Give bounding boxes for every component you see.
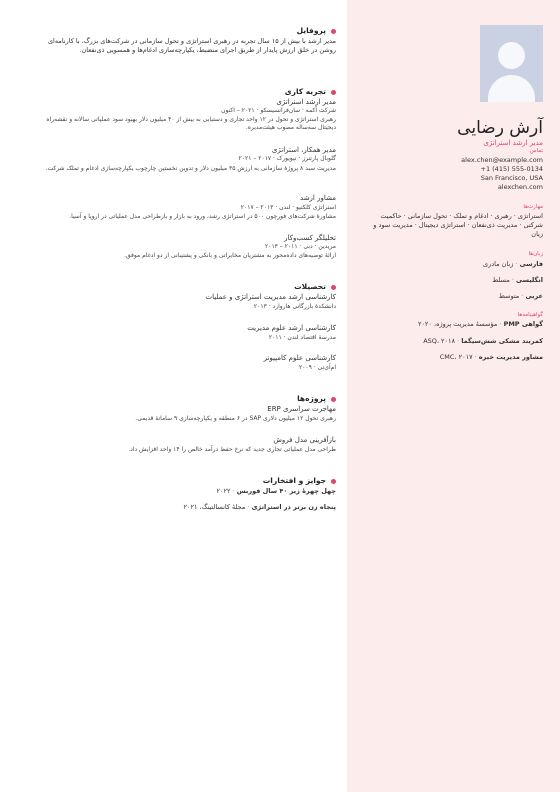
contact-heading: تماس: [529, 148, 543, 154]
project-description: طراحی مدل عملیاتی تجاری جدید که نرخ حفظ درآمد خالص را ۱۴ واحد افزایش داد.: [128, 446, 336, 453]
person-role: مدیر ارشد استراتژی: [483, 139, 543, 147]
award-item: پنجاه زن برتر در استراتژی · مجلهٔ کانسالتینگ، ۲۰۲۱: [183, 503, 336, 511]
job-title: مشاور ارشد: [300, 194, 336, 202]
language-name: عربی: [525, 292, 543, 300]
job-description: مشاورهٔ شرکت‌های فورچون ۵۰۰ در استراتژی رشد، ورود به بازار و بازطراحی مدل عملیاتی در اروپا و آسیا.: [69, 213, 336, 220]
cert-name: کمربند مشکی شش‌سیگما: [461, 337, 543, 345]
language-item: انگلیسی · مسلط: [492, 276, 543, 284]
contact-location: San Francisco, USA: [480, 174, 543, 182]
degree-title: کارشناسی علوم کامپیوتر: [263, 354, 336, 362]
awards-heading: جوایز و افتخارات: [30, 476, 336, 485]
certs-heading: گواهینامه‌ها: [517, 312, 543, 318]
job-meta: شرکت آکمه · سان‌فرانسیسکو · ۲۰۲۱ – اکنون: [221, 107, 336, 114]
cert-item: گواهی PMP · مؤسسهٔ مدیریت پروژه، ۲۰۲۰: [417, 320, 543, 328]
project-description: رهبری تحول ۱۲ میلیون دلاری SAP در ۶ منطقه و یکپارچه‌سازی ۹ سامانهٔ قدیمی.: [135, 415, 336, 422]
job-title: مدیر همکار، استراتژی: [271, 146, 336, 154]
degree-school: دانشکدهٔ بازرگانی هاروارد · ۲۰۱۳: [253, 303, 336, 310]
profile-text: مدیر ارشد با بیش از ۱۵ سال تجربه در رهبری استراتژی و تحول سازمانی در شرکت‌های بزرگ، با کارنامه‌ای روشن در خلق ارزش پایدار از طریق اجرای منضبط، یکپارچه‌سازی ادغام‌ها و همسویی ذی‌نفعان.: [47, 37, 336, 54]
bullet-dot-icon: [331, 397, 336, 402]
languages-heading: زبان‌ها: [528, 251, 543, 257]
language-item: عربی · متوسط: [498, 292, 543, 300]
cert-name: گواهی PMP: [503, 320, 543, 328]
cert-item: مشاور مدیریت خبره · CMC، ۲۰۱۷: [439, 353, 543, 361]
language-level: مسلط: [492, 276, 510, 284]
education-heading: تحصیلات: [30, 282, 336, 291]
bullet-dot-icon: [331, 479, 336, 484]
job-description: ارائهٔ توصیه‌های داده‌محور به مشتریان مخابراتی و بانکی و پشتیبانی از دو ادغام موفق.: [124, 252, 336, 259]
bullet-dot-icon: [331, 90, 336, 95]
contact-email[interactable]: alex.chen@example.com: [461, 156, 543, 164]
contact-phone: +1 (415) 555-0134: [480, 165, 543, 173]
experience-heading: تجربه کاری: [30, 87, 336, 96]
cert-detail: مؤسسهٔ مدیریت پروژه، ۲۰۲۰: [417, 320, 498, 328]
award-year: مجلهٔ کانسالتینگ، ۲۰۲۱: [183, 503, 246, 511]
contact-website[interactable]: alexchen.com: [497, 183, 543, 191]
avatar-body-icon: [488, 75, 535, 102]
cert-detail: ASQ، ۲۰۱۸: [423, 337, 456, 345]
degree-title: کارشناسی ارشد مدیریت استراتژی و عملیات: [205, 293, 336, 301]
avatar-head-icon: [498, 42, 525, 69]
language-name: فارسی: [519, 260, 543, 268]
language-name: انگلیسی: [516, 276, 543, 284]
cert-name: مشاور مدیریت خبره: [478, 353, 543, 361]
job-meta: استراتژی کلکتیو · لندن · ۲۰۱۳ – ۲۰۱۷: [240, 204, 336, 211]
language-level: متوسط: [498, 292, 520, 300]
job-meta: گلوبال پارتنرز · نیویورک · ۲۰۱۷ – ۲۰۲۱: [238, 155, 336, 162]
language-item: فارسی · زبان مادری: [483, 260, 543, 268]
skills-heading: مهارت‌ها: [523, 204, 543, 210]
avatar: [480, 25, 543, 102]
skills-text: استراتژی · رهبری · ادغام و تملک · تحول سازمانی · حاکمیت شرکتی · مدیریت ذی‌نفعان · استراتژی دیجیتال · مدیریت سود و زیان: [373, 212, 543, 238]
award-name: پنجاه زن برتر در استراتژی: [251, 503, 336, 511]
bullet-dot-icon: [331, 285, 336, 290]
project-name: بازآفرینی مدل فروش: [273, 436, 336, 444]
cert-item: کمربند مشکی شش‌سیگما · ASQ، ۲۰۱۸: [423, 337, 543, 345]
cert-detail: CMC، ۲۰۱۷: [439, 353, 473, 361]
degree-title: کارشناسی ارشد علوم مدیریت: [247, 324, 336, 332]
project-name: مهاجرت سراسری ERP: [267, 405, 336, 413]
profile-heading: پروفایل: [30, 26, 336, 35]
degree-school: مدرسهٔ اقتصاد لندن · ۲۰۱۱: [268, 334, 336, 341]
award-name: چهل چهرهٔ زیر ۴۰ سال فوربس: [236, 487, 336, 495]
job-description: رهبری استراتژی و تحول در ۱۲ واحد تجاری و دستیابی به بیش از ۴۰ میلیون دلار بهبود سود عملیاتی سالانه و نقشه‌راه دیجیتال سه‌ساله مصوب هیئت‌مدیره.: [46, 116, 336, 131]
bullet-dot-icon: [331, 29, 336, 34]
job-title: تحلیلگر کسب‌وکار: [284, 234, 336, 242]
award-item: چهل چهرهٔ زیر ۴۰ سال فوربس · ۲۰۲۲: [216, 487, 336, 495]
degree-school: ام‌آی‌تی · ۲۰۰۹: [298, 364, 336, 371]
job-description: مدیریت سبد ۸ پروژهٔ سازمانی به ارزش ۳۵ میلیون دلار و تدوین نخستین چارچوب یکپارچه‌سازی ادغام و تملک شرکت.: [45, 165, 336, 172]
person-name: آرش رضایی: [457, 118, 543, 138]
projects-heading: پروژه‌ها: [30, 394, 336, 403]
job-meta: مریدین · دبی · ۲۰۱۱ – ۲۰۱۳: [265, 243, 336, 250]
job-title: مدیر ارشد استراتژی: [276, 98, 336, 106]
language-level: زبان مادری: [483, 260, 514, 268]
award-year: ۲۰۲۲: [216, 487, 231, 495]
